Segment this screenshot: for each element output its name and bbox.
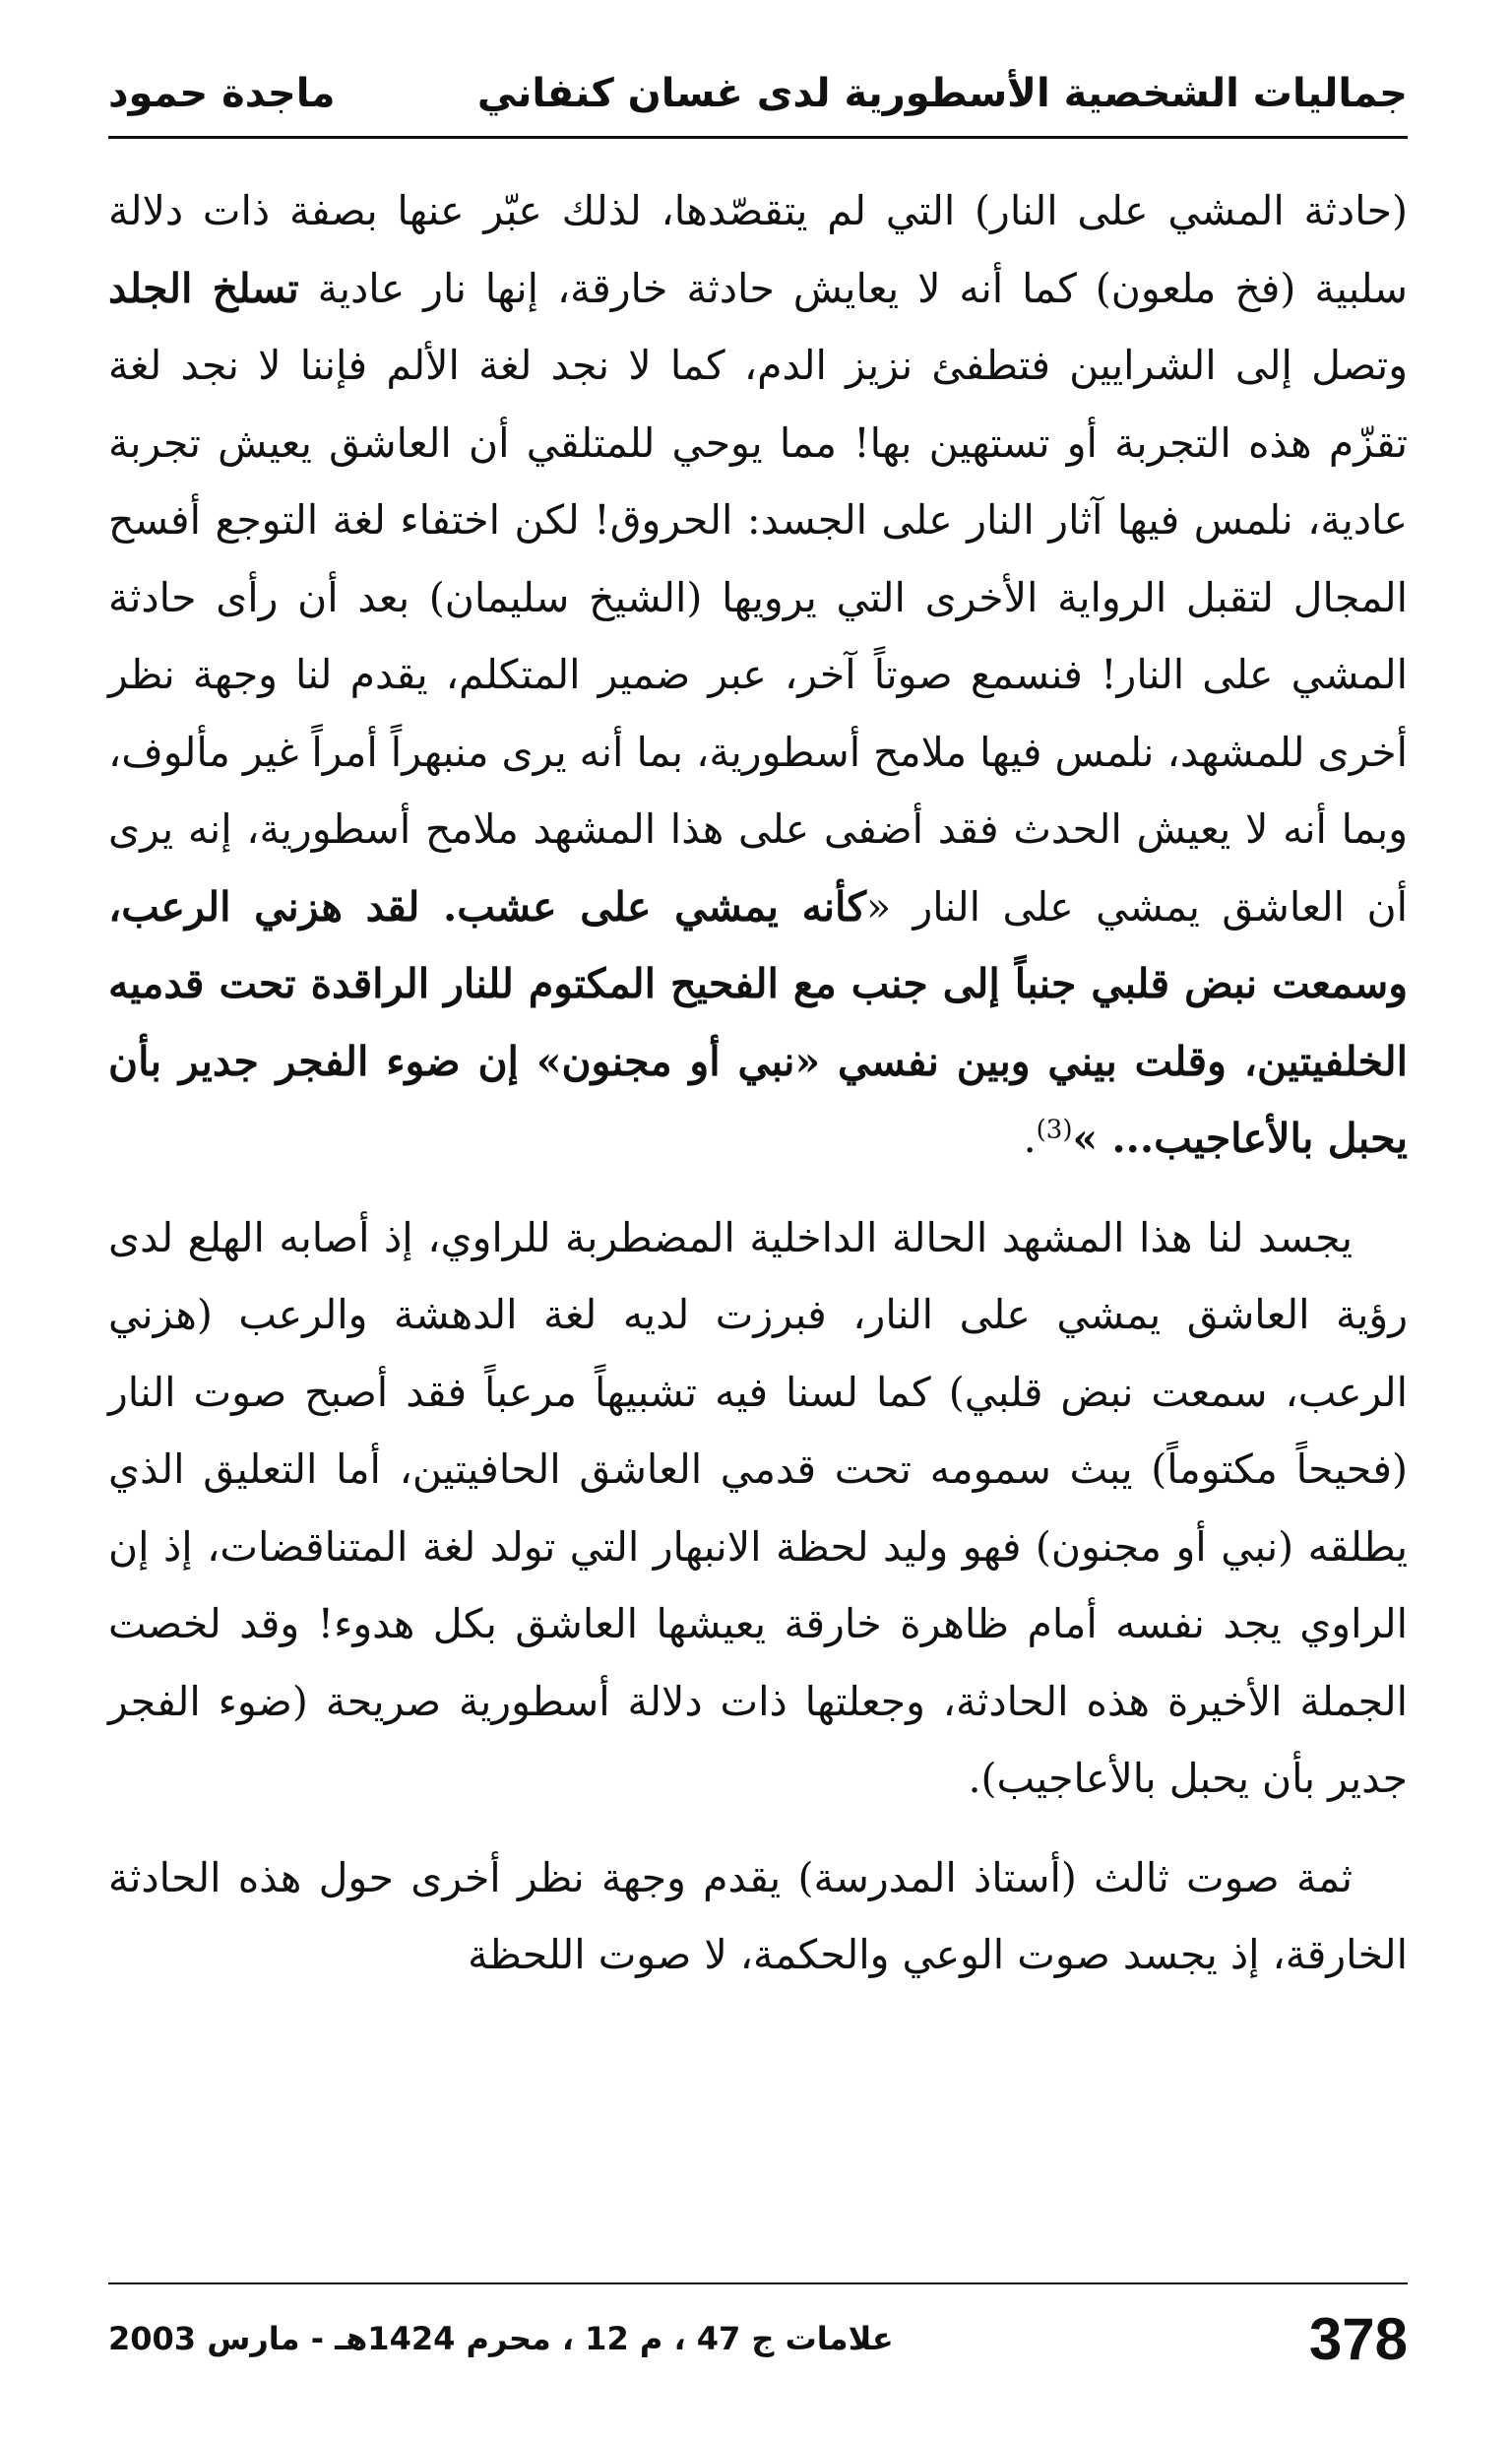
page-number: 378 [1308, 2305, 1408, 2372]
paragraph-1 [108, 172, 1408, 1178]
paragraph-3: ثمة صوت ثالث (أستاذ المدرسة) يقدم وجهة نظر أخرى حول هذه الحادثة الخارقة، إذ يجسد صوت الوعي والحكمة، لا صوت اللحظة [108, 1853, 1408, 1978]
running-title: جماليات الشخصية الأسطورية لدى غسان كنفاني [476, 71, 1408, 116]
paragraph-2: يجسد لنا هذا المشهد الحالة الداخلية المضطربة للراوي، إذ أصابه الهلع لدى رؤية العاشق يمشي على النار، فبرزت لديه لغة الدهشة والرعب (هزني الرعب، سمعت نبض قلبي) كما لسنا فيه تشبيهاً مرعباً فقد أصبح صوت النار (فحيحاً مكتوماً) يبث سمومه تحت قدمي العاشق الحافيتين، أما التعليق الذي يطلقه (نبي أو مجنون) فهو وليد لحظة الانبهار التي تولد لغة المتناقضات، إذ إن الراوي يجد نفسه أمام ظاهرة خارقة يعيشها العاشق بكل هدوء! وقد لخصت الجملة الأخيرة هذه الحادثة، وجعلتها ذات دلالة أسطورية صريحة (ضوء الفجر جدير بأن يحبل بالأعاجيب). [108, 1213, 1408, 1802]
paragraph-1-text-a: (حادثة المشي على النار) التي لم يتقصّدها، لذلك عبّر عنها بصفة ذات دلالة سلبية (فخ ملعون) كما أنه لا يعايش حادثة خارقة، إنها نار عادية [108, 187, 1408, 312]
header-rule [108, 136, 1408, 139]
page-footer [108, 2299, 1408, 2378]
paragraph-1-bold-a: تسلخ الجلد [108, 264, 299, 312]
paragraph-1-text-b: وتصل إلى الشرايين فتطفئ نزيز الدم، كما لا نجد لغة الألم فإننا لا نجد لغة تقزّم هذه التجربة أو تستهين بها! مما يوحي للمتلقي أن العاشق يعيش تجربة عادية، نلمس فيها آثار النار على الجسد: الحروق! لكن اختفاء لغة التوجع أفسح المجال لتقبل الرواية الأخرى التي يرويها (الشيخ سليمان) بعد أن رأى حادثة المشي على النار! فنسمع صوتاً آخر، عبر ضمير المتكلم، يقدم لنا وجهة نظر أخرى للمشهد، نلمس فيها ملامح أسطورية، بما أنه يرى منبهراً أمراً غير مألوف، وبما أنه لا يعيش الحدث فقد أضفى على هذا المشهد ملامح أسطورية، إنه يرى أن العاشق يمشي على النار « [108, 342, 1408, 931]
footer-rule [108, 2282, 1408, 2284]
running-author: ماجدة حمود [108, 71, 336, 116]
quotation-bold: كأنه يمشي على عشب. لقد هزني الرعب، وسمعت نبض قلبي جنباً إلى جنب مع الفحيح المكتوم للنار الراقدة تحت قدميه الخلفيتين، وقلت بيني وبين نفسي «نبي أو مجنون» إن ضوء الفجر جدير بأن يحبل بالأعاجيب... » [108, 882, 1408, 1162]
footnote-reference: (3) [1036, 1115, 1073, 1145]
paragraph-1-end: . [1023, 1115, 1037, 1162]
journal-citation: علامات ج 47 ، م 12 ، محرم 1424هـ - مارس 2003 [108, 2320, 894, 2357]
running-header [108, 61, 1408, 126]
body-text [108, 172, 1408, 1994]
